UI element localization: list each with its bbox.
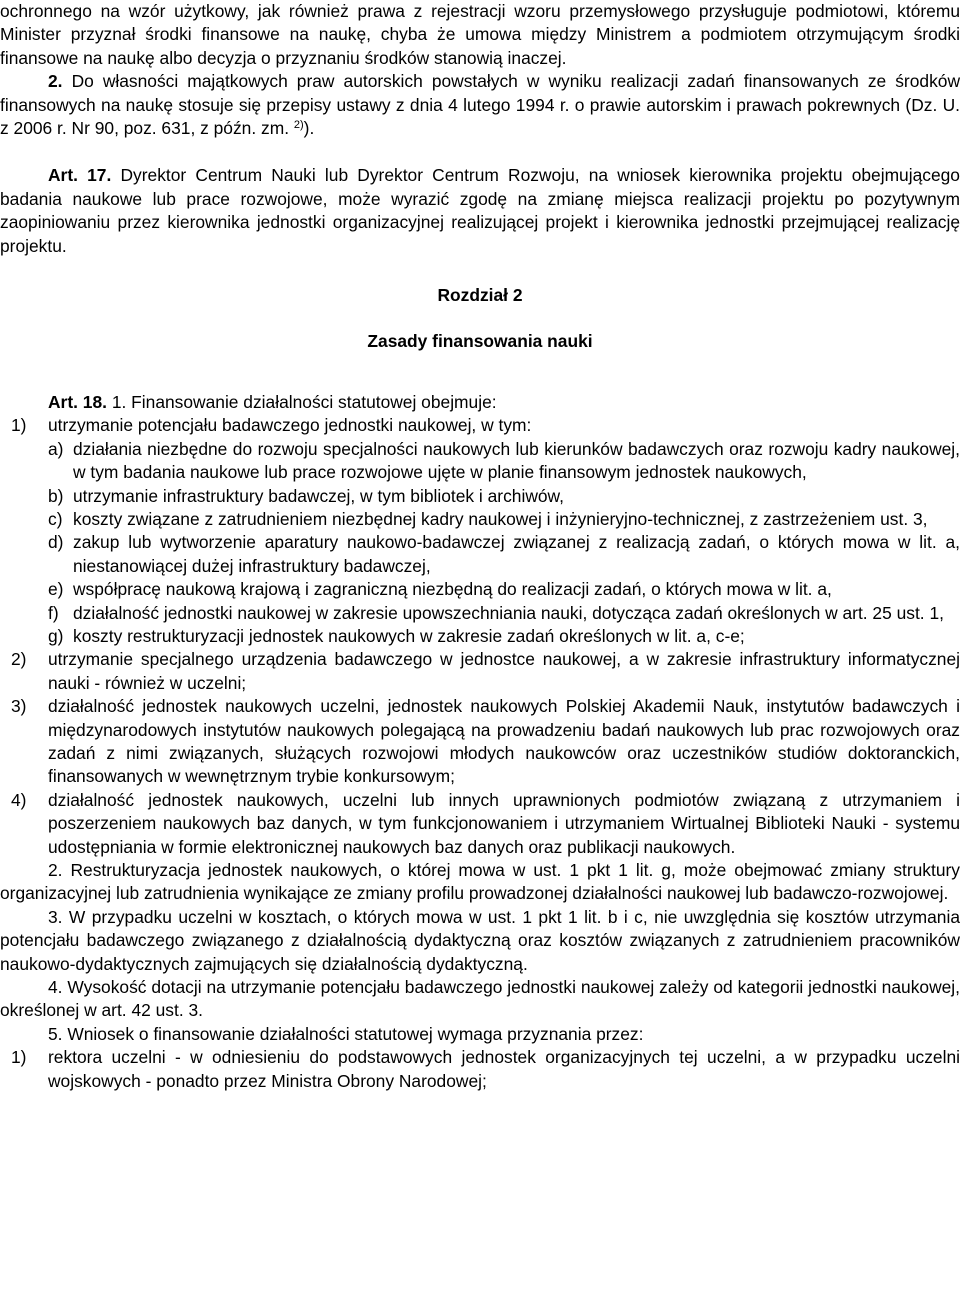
sub-list-item-text: koszty związane z zatrudnieniem niezbędnej kadry naukowej i inżynieryjno-technicznej, z zastrzeżeniem ust. 3, — [73, 508, 928, 529]
intro-paragraph: ochronnego na wzór użytkowy, jak również prawa z rejestracji wzoru przemysłowego przysługuje podmiotowi, któremu Minister przyznał środki finansowe na naukę, chyba że umowa między Ministrem a podmiotem otrzymującym środki finansowe na naukę albo decyzja o przyznaniu środków stanowią inaczej. — [0, 1, 960, 68]
article-17 — [0, 164, 960, 258]
list-item — [0, 789, 960, 859]
list-item-label: 2) — [11, 649, 27, 670]
article-18-paragraph-5: 5. Wniosek o finansowanie działalności statutowej wymaga przyznania przez: — [48, 1023, 644, 1044]
list-item — [0, 414, 960, 437]
list-item-text: utrzymanie specjalnego urządzenia badawczego w jednostce naukowej, a w zakresie infrastruktury informatycznej nauki - również w uczelni; — [48, 649, 960, 693]
chapter-title: Zasady finansowania nauki — [367, 331, 593, 352]
sub-list-item — [0, 625, 960, 648]
article-18-paragraph-2: 2. Restrukturyzacja jednostek naukowych, o której mowa w ust. 1 pkt 1 lit. g, może obejmować zmiany struktury organizacyjnej lub zatrudnienia wynikające ze zmiany profilu prowadzonej działalności naukowej lub badawczo-rozwojowej. — [0, 860, 960, 904]
list-item-text: działalność jednostek naukowych uczelni, jednostek naukowych Polskiej Akademii Nauk, instytutów badawczych i międzynarodowych instytutów naukowych polegającą na prowadzeniu badań naukowych lub prac rozwojowych oraz zadań z nimi związanych, służących rozwojowi młodych naukowców oraz uczestników studiów doktoranckich, finansowanych w wewnętrznym trybie konkursowym; — [48, 696, 960, 787]
paragraph-number: 1. — [111, 391, 127, 412]
sub-list-item — [0, 485, 960, 508]
list-item-text: utrzymanie potencjału badawczego jednostki naukowej, w tym: — [48, 415, 532, 436]
article-18-paragraph-4: 4. Wysokość dotacji na utrzymanie potencjału badawczego jednostki naukowej zależy od kategorii jednostki naukowej, określonej w art. 42 ust. 3. — [0, 977, 960, 1021]
article-18-paragraph-3: 3. W przypadku uczelni w kosztach, o których mowa w ust. 1 pkt 1 lit. b i c, nie uwzględnia się kosztów utrzymania potencjału badawczego związanego z działalnością dydaktyczną oraz kosztów związanych z zatrudnieniem pracowników naukowo-dydaktycznych zajmujących się działalnością dydaktyczną. — [0, 906, 960, 974]
list-item — [0, 1046, 960, 1093]
list-item-label: 1) — [11, 1047, 27, 1068]
list-item-label: 3) — [11, 696, 27, 717]
sub-list-item — [0, 578, 960, 601]
sub-list-item — [0, 531, 960, 578]
chapter-number: Rozdział 2 — [437, 285, 523, 306]
sub-list-item — [0, 508, 960, 531]
sub-list-item-text: działania niezbędne do rozwoju specjalności naukowych lub kierunków badawczych oraz rozwoju kadry naukowej, w tym badania naukowe lub prace rozwojowe ujęte w planie finansowym jednostek naukowych, — [73, 438, 960, 483]
article-16-paragraph-2 — [0, 70, 960, 140]
list-item — [0, 695, 960, 789]
list-item — [0, 648, 960, 695]
sub-list-item-text: współpracę naukową krajową i zagraniczną niezbędną do realizacji zadań, o których mowa w lit. a, — [73, 579, 832, 600]
sub-list-item-label: e) — [48, 579, 64, 600]
article-text: Dyrektor Centrum Nauki lub Dyrektor Centrum Rozwoju, na wniosek kierownika projektu obejmującego badania naukowe lub prace rozwojowe, może wyrazić zgodę na zmianę miejsca realizacji projektu po pozytywnym zaopiniowaniu przez kierownika jednostki organizacyjnej realizującej projekt i kierownika jednostki przejmującej realizację projektu. — [0, 165, 960, 256]
list-item-label: 4) — [11, 789, 27, 810]
sub-list-item-label: d) — [48, 532, 64, 553]
paragraph-text: Do własności majątkowych praw autorskich powstałych w wyniku realizacji zadań finansowanych ze środków finansowych na naukę stosuje się przepisy ustawy z dnia 4 lutego 1994 r. o prawie autorskim i prawach pokrewnych (Dz. U. z 2006 r. Nr 90, poz. 631, z późn. zm. — [0, 71, 960, 139]
sub-list-item — [0, 438, 960, 485]
sub-list-item-text: działalność jednostki naukowej w zakresie upowszechniania nauki, dotycząca zadań określonych w art. 25 ust. 1, — [73, 602, 944, 623]
article-label: Art. 17. — [48, 165, 112, 186]
footnote-ref: 2) — [293, 119, 304, 132]
sub-list-item-label: b) — [48, 485, 64, 506]
sub-list-item-label: a) — [48, 438, 64, 459]
list-item-text: działalność jednostek naukowych, uczelni lub innych uprawnionych podmiotów związaną z utrzymaniem i poszerzeniem naukowych baz danych, w tym funkcjonowaniem i utrzymaniem Wirtualnej Biblioteki Nauki - systemu udostępniania w formie elektronicznej naukowych baz danych oraz publikacji naukowych. — [48, 789, 960, 857]
paragraph-end: ). — [303, 118, 315, 139]
sub-list-item — [0, 602, 960, 625]
sub-list-item-label: f) — [48, 602, 59, 623]
article-label: Art. 18. — [48, 391, 107, 412]
list-item-text: rektora uczelni - w odniesieniu do podstawowych jednostek organizacyjnych tej uczelni, a w przypadku uczelni wojskowych - ponadto przez Ministra Obrony Narodowej; — [48, 1047, 960, 1091]
article-18-paragraph-1 — [0, 391, 960, 414]
paragraph-number: 2. — [48, 71, 63, 92]
list-item-label: 1) — [11, 415, 27, 436]
sub-list-item-text: zakup lub wytworzenie aparatury naukowo-badawczej związanej z realizacją zadań, o których mowa w lit. a, niestanowiącej dużej infrastruktury badawczej, — [73, 532, 960, 576]
paragraph-text: Finansowanie działalności statutowej obejmuje: — [131, 391, 497, 412]
sub-list-item-label: c) — [48, 508, 63, 529]
sub-list-item-text: utrzymanie infrastruktury badawczej, w tym bibliotek i archiwów, — [73, 485, 564, 506]
sub-list-item-text: koszty restrukturyzacji jednostek naukowych w zakresie zadań określonych w lit. a, c-e; — [73, 625, 745, 646]
sub-list-item-label: g) — [48, 625, 64, 646]
